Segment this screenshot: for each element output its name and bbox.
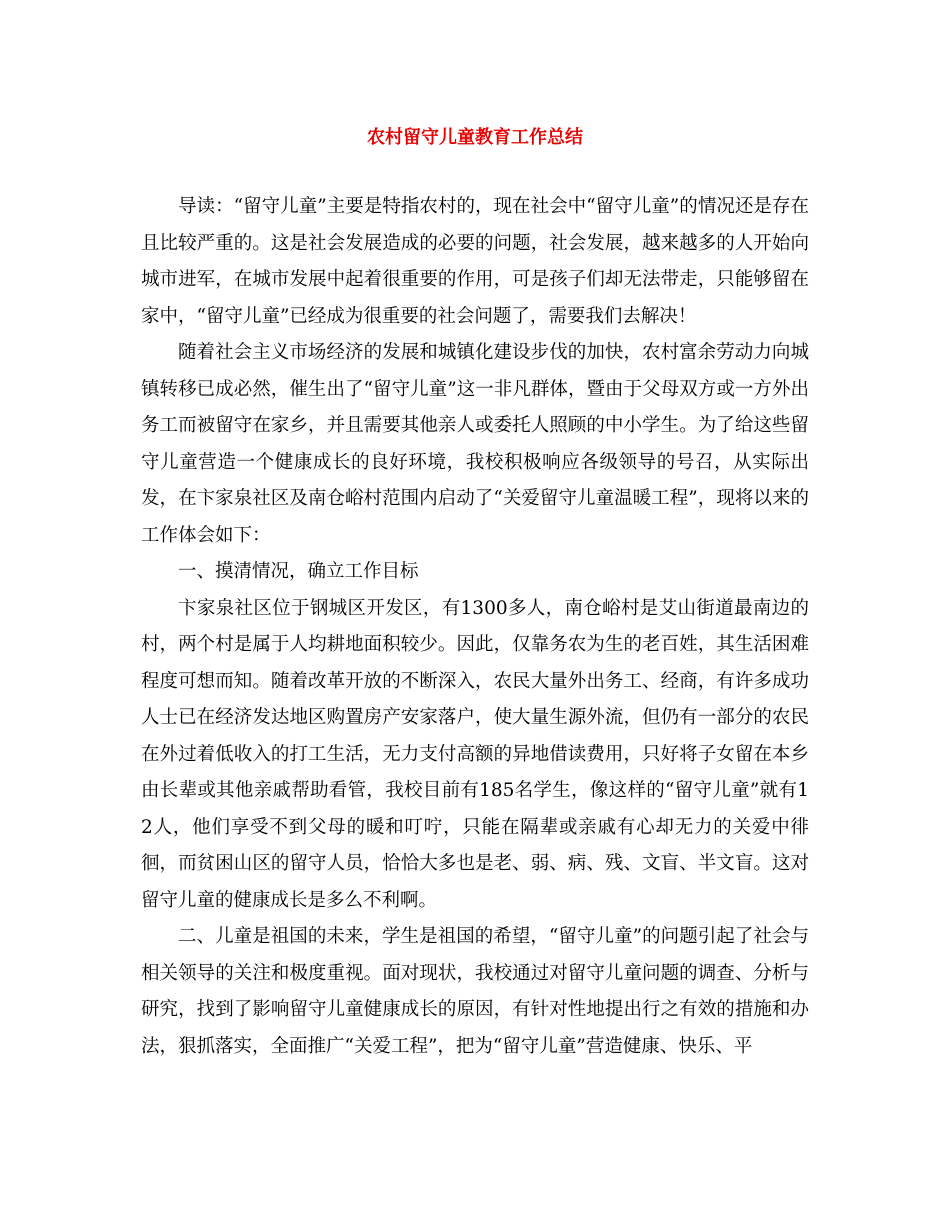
document-title: 农村留守儿童教育工作总结 [367,127,583,148]
section-heading-1: 一、摸清情况，确立工作目标 [178,561,419,582]
paragraph-intro: 导读：“留守儿童”主要是特指农村的，现在社会中“留守儿童”的情况还是存在且比较严重的。这是社会发展造成的必要的问题，社会发展，越来越多的人开始向城市进军，在城市发展中起着很重要的作用，可是孩子们却无法带走，只能够留在家中，“留守儿童”已经成为很重要的社会问题了，需要我们去解决！ [141,196,809,327]
document-body [141,189,809,1065]
paragraph-situation: 卞家泉社区位于钢城区开发区，有1300多人，南仓峪村是艾山街道最南边的村，两个村是属于人均耕地面积较少。因此，仅靠务农为生的老百姓，其生活困难程度可想而知。随着改革开放的不断深入，农民大量外出务工、经商，有许多成功人士已在经济发达地区购置房产安家落户，使大量生源外流，但仍有一部分的农民在外过着低收入的打工生活，无力支付高额的异地借读费用，只好将子女留在本乡由长辈或其他亲戚帮助看管，我校目前有185名学生，像这样的“留守儿童”就有12人，他们享受不到父母的暖和叮咛，只能在隔辈或亲戚有心却无力的关爱中徘徊，而贫困山区的留守人员，恰恰大多也是老、弱、病、残、文盲、半文盲。这对留守儿童的健康成长是多么不利啊。 [141,597,809,911]
paragraph-section-2: 二、儿童是祖国的未来，学生是祖国的希望，“留守儿童”的问题引起了社会与相关领导的关注和极度重视。面对现状，我校通过对留守儿童问题的调查、分析与研究，找到了影响留守儿童健康成长的原因，有针对性地提出行之有效的措施和办法，狠抓落实，全面推广“关爱工程”，把为“留守儿童”营造健康、快乐、平 [141,926,809,1057]
paragraph-background: 随着社会主义市场经济的发展和城镇化建设步伐的加快，农村富余劳动力向城镇转移已成必然，催生出了“留守儿童”这一非凡群体，暨由于父母双方或一方外出务工而被留守在家乡，并且需要其他亲人或委托人照顾的中小学生。为了给这些留守儿童营造一个健康成长的良好环境，我校积极响应各级领导的号召，从实际出发，在卞家泉社区及南仓峪村范围内启动了“关爱留守儿童温暖工程”，现将以来的工作体会如下： [141,342,809,546]
